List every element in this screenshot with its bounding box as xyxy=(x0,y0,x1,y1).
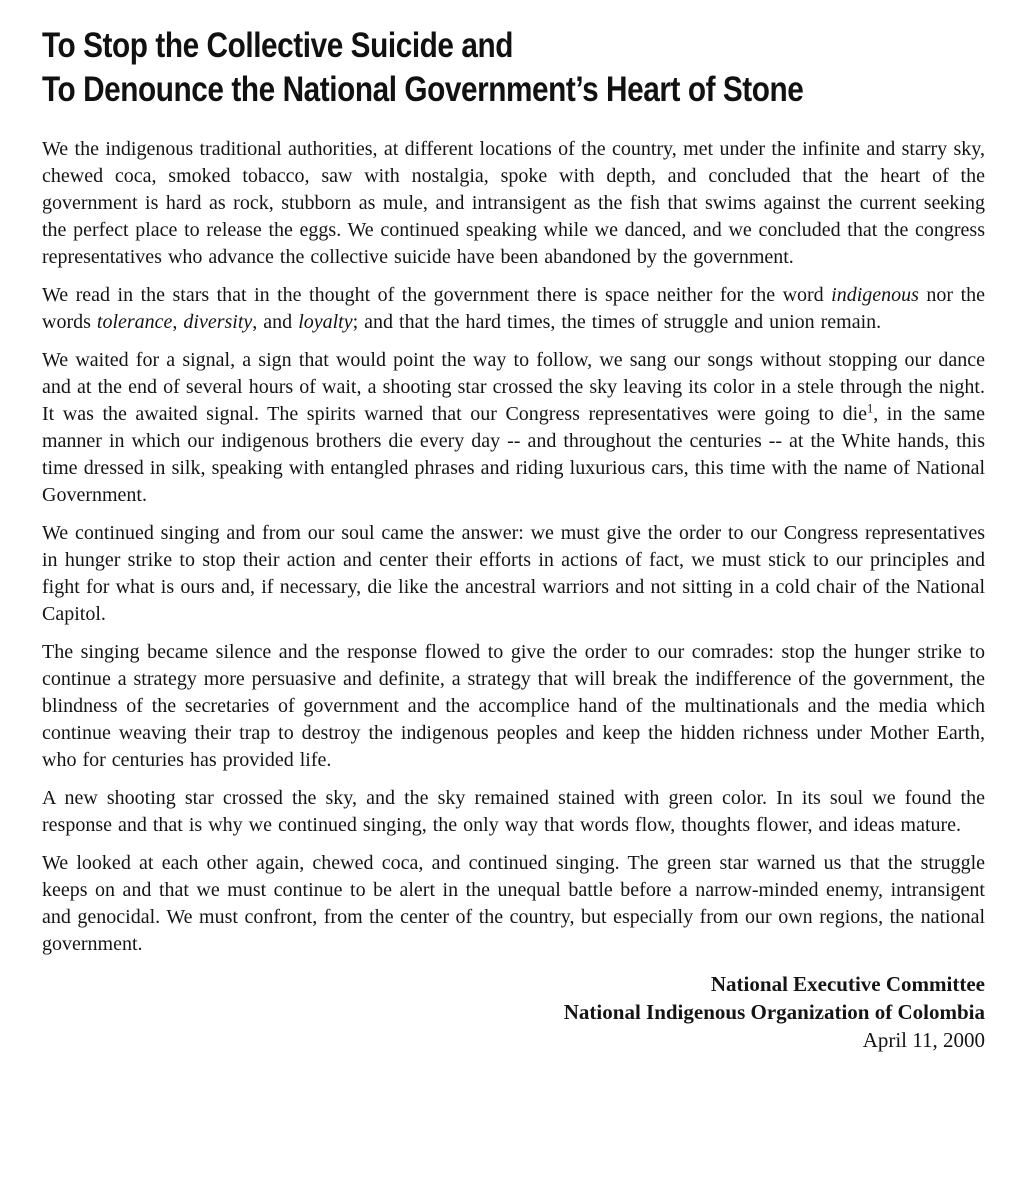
signature-committee: National Executive Committee xyxy=(710,972,985,996)
document-body xyxy=(42,136,985,958)
paragraph-2: We read in the stars that in the thought of the government there is space neither for the word indigenous nor the words tolerance, diversity, and loyalty; and that the hard times, the times of struggle and union remain. xyxy=(42,284,986,333)
paragraph-7: We looked at each other again, chewed coca, and continued singing. The green star warned us that the struggle keeps on and that we must continue to be alert in the unequal battle before a narrow-minded enemy, intransigent and genocidal. We must confront, from the center of the country, but especially from our own regions, the national government. xyxy=(42,852,985,955)
document-title xyxy=(42,24,844,112)
signature-block xyxy=(42,970,985,1054)
paragraph-3: We waited for a signal, a sign that would point the way to follow, we sang our songs without stopping our dance and at the end of several hours of wait, a shooting star crossed the sky leaving its color in a stele through the night. It was the awaited signal. The spirits warned that our Congress representatives were going to die$^1$, in the same manner in which our indigenous brothers die every day -- and throughout the centuries -- at the White hands, this time dressed in silk, speaking with entangled phrases and riding luxurious cars, this time with the name of National Government. xyxy=(42,349,985,506)
paragraph-1: We the indigenous traditional authorities, at different locations of the country, met under the infinite and starry sky, chewed coca, smoked tobacco, saw with nostalgia, spoke with depth, and concluded that the heart of the government is hard as rock, stubborn as mule, and intransigent as the fish that swims against the current seeking the perfect place to release the eggs. We continued speaking while we danced, and we concluded that the congress representatives who advance the collective suicide have been abandoned by the government. xyxy=(42,138,985,268)
paragraph-4: We continued singing and from our soul came the answer: we must give the order to our Congress representatives in hunger strike to stop their action and center their efforts in actions of fact, we must stick to our principles and fight for what is ours and, if necessary, die like the ancestral warriors and not sitting in a cold chair of the National Capitol. xyxy=(42,522,985,625)
signature-organization: National Indigenous Organization of Colombia xyxy=(563,1000,985,1024)
paragraph-6: A new shooting star crossed the sky, and the sky remained stained with green color. In its soul we found the response and that is why we continued singing, the only way that words flow, thoughts flower, and ideas mature. xyxy=(42,787,985,836)
signature-date: April 11, 2000 xyxy=(862,1028,985,1052)
title-line-1: To Stop the Collective Suicide and xyxy=(42,26,513,65)
title-line-2: To Denounce the National Government’s Heart of Stone xyxy=(42,70,804,109)
paragraph-5: The singing became silence and the response flowed to give the order to our comrades: stop the hunger strike to continue a strategy more persuasive and definite, a strategy that will break the indifference of the government, the blindness of the secretaries of government and the accomplice hand of the multinationals and the media which continue weaving their trap to destroy the indigenous peoples and keep the hidden richness under Mother Earth, who for centuries has provided life. xyxy=(42,641,985,771)
